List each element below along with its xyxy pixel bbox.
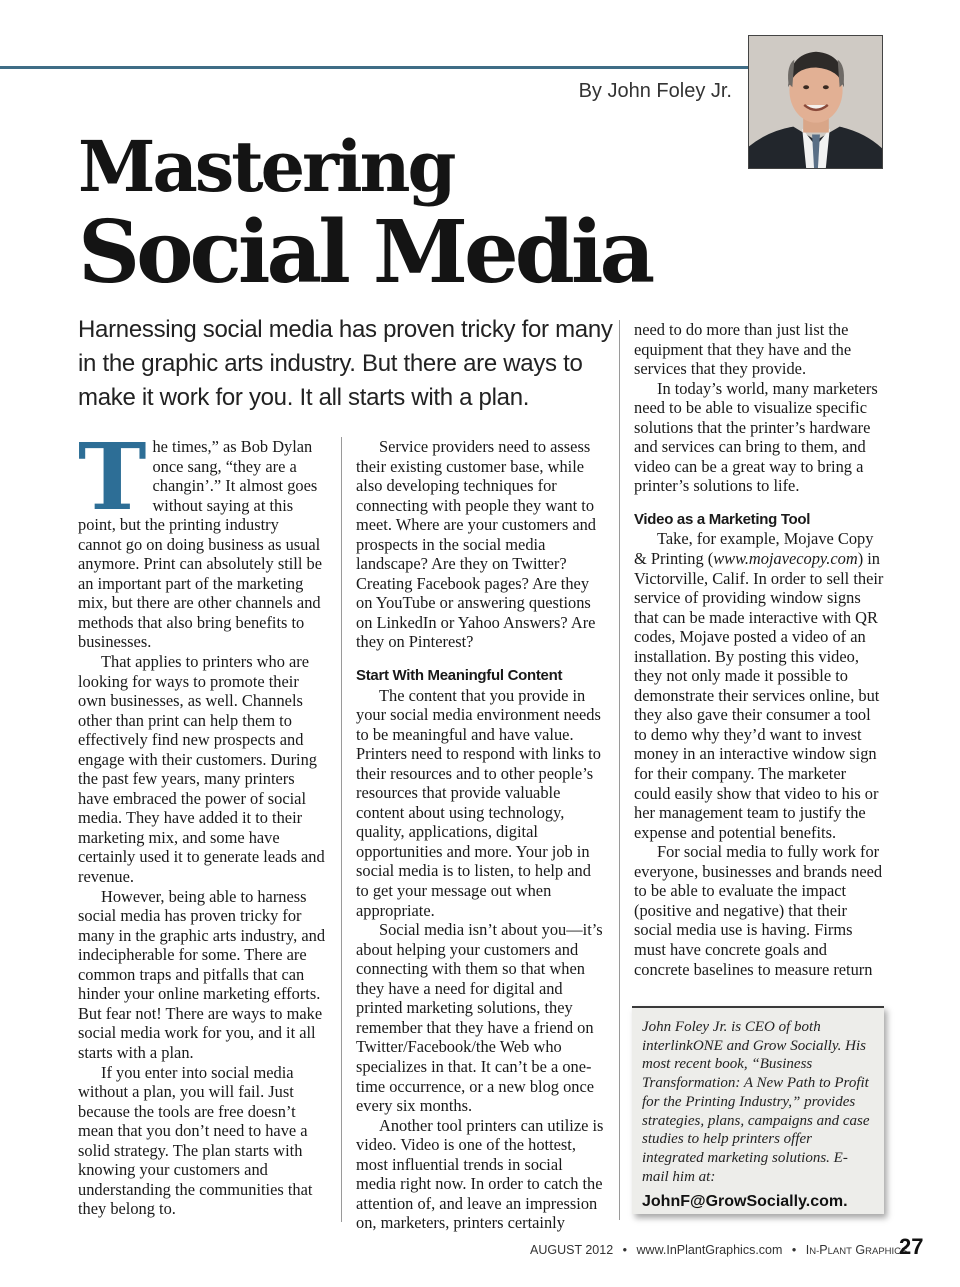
top-rule [0, 66, 748, 69]
paragraph: Service providers need to assess their existing customer base, while also developing techniques for connecting with people they want to meet. Where are your customers and prospects in the social media landscape? Are they on Twitter? Creating Facebook pages? Are they on YouTube or answering questions on LinkedIn or Yahoo Answers? Are they on Pinterest? [356, 437, 596, 652]
paragraph: If you enter into social media without a plan, you will fail. Just because the tools are free doesn’t mean that you don’t need to have a solid strategy. The plan starts with knowing your customers and understanding the communities that they belong to. [78, 1062, 313, 1219]
author-bio-box [632, 1006, 884, 1214]
body-column-3 [634, 320, 884, 979]
author-email-link[interactable]: JohnF@GrowSocially.com. [642, 1193, 848, 1211]
paragraph-text: he times,” as Bob Dylan once sang, “they are a changin’.” It almost goes without saying at this point, but the printing industry cannot go on doing business as usual anymore. Print can absolutely still be an important part of the marketing mix, but there are other channels and methods that also bring benefits to businesses. [78, 437, 322, 652]
page-footer [530, 1243, 907, 1257]
byline: By John Foley Jr. [578, 80, 732, 102]
paragraph-text: ) in Victorville, Calif. In order to sell their service of providing window signs that can be made interactive with QR codes, Mojave posted a video of an installation. By posting this video, they not only made it possible to demonstrate their services online, but they also gave their consumer a tool to demo why they’d want to invest money in an interactive window sign for their company. The marketer could easily show that video to his or her management team to justify the expense and potential benefits. [634, 549, 884, 842]
website-link[interactable]: www.InPlantGraphics.com [636, 1243, 783, 1257]
paragraph [78, 423, 325, 652]
author-photo [748, 35, 883, 169]
website-link[interactable]: www.mojavecopy.com [713, 549, 858, 569]
page-number: 27 [899, 1234, 924, 1259]
paragraph: The content that you provide in your social media environment needs to be meaningful and have value. Printers need to respond with links to their resources and to other people’s resources that provide valuable content about using technology, quality, applications, digital opportunities and more. Your job in social media is to listen, to help and to get your message out when appropriate. [356, 685, 601, 920]
bullet-separator: • [622, 1243, 628, 1257]
paragraph: Another tool printers can utilize is video. Video is one of the hottest, most influential trends in social media right now. In order to catch the attention of, and leave an impression on, marketers, printers certainly [356, 1115, 604, 1233]
paragraph-text: Take, for example, Mojave Copy & Printing ( [634, 529, 874, 569]
subhead: Start With Meaningful Content [356, 667, 563, 685]
article-title-line-2: Social Media [78, 202, 652, 303]
paragraph: However, being able to harness social media has proven tricky for many in the graphic arts industry, and indecipherable for some. There are common traps and pitfalls that can hinder your online marketing efforts. But fear not! There are ways to make social media work for you, and it all starts with a plan. [78, 886, 326, 1062]
paragraph [634, 529, 884, 842]
magazine-name: IN-PLANT GRAPHICS [805, 1243, 908, 1257]
paragraph: In today’s world, many marketers need to be able to visualize specific solutions that the printer’s hardware and services can bring to them, and video can be a great way to bring a printer’s solutions to life. [634, 378, 878, 496]
article-title-line-1: Mastering [78, 125, 454, 208]
paragraph: need to do more than just list the equipment that they have and the services that they provide. [634, 320, 852, 379]
author-bio-text: John Foley Jr. is CEO of both interlinkONE and Grow Socially. His most recent book, “Business Transformation: A New Path to Profit for the Printing Industry,” provides strategies, plans, campaigns and case studies to help printers offer integrated marketing solutions. E-mail him at: [642, 1019, 870, 1185]
paragraph: That applies to printers who are looking for ways to promote their own businesses, as well. Channels other than print can help them to effectively find new prospects and engage with their customers. During the past few years, many printers have embraced the power of social media. They have added it to their marketing mix, and some have certainly used it to generate leads and revenue. [78, 652, 325, 887]
column-divider-2 [619, 320, 620, 1220]
body-column-2 [356, 437, 606, 1233]
subhead: Video as a Marketing Tool [634, 510, 811, 528]
bullet-separator: • [791, 1243, 797, 1257]
drop-cap: T [78, 423, 147, 531]
author-portrait-illustration [749, 36, 882, 168]
paragraph: Social media isn’t about you—it’s about helping your customers and connecting with them so that when they have a need for digital and printed marketing solutions, they remember that they have a friend on Twitter/Facebook/the Web who specializes in that. It can’t be a one-time occurrence, or a new blog once every six months. [356, 920, 603, 1116]
article-deck: Harnessing social media has proven tricky for many in the graphic arts industry. But there are ways to make it work for you. It all starts with a plan. [78, 316, 613, 411]
body-column-1 [78, 423, 326, 1219]
issue-date: AUGUST 2012 [530, 1243, 614, 1257]
paragraph: For social media to fully work for everyone, businesses and brands need to be able to evaluate the impact (positive and negative) that their social media use is having. Firms must have concrete goals and concrete baselines to measure return [634, 842, 883, 979]
column-divider-1 [341, 437, 342, 1222]
